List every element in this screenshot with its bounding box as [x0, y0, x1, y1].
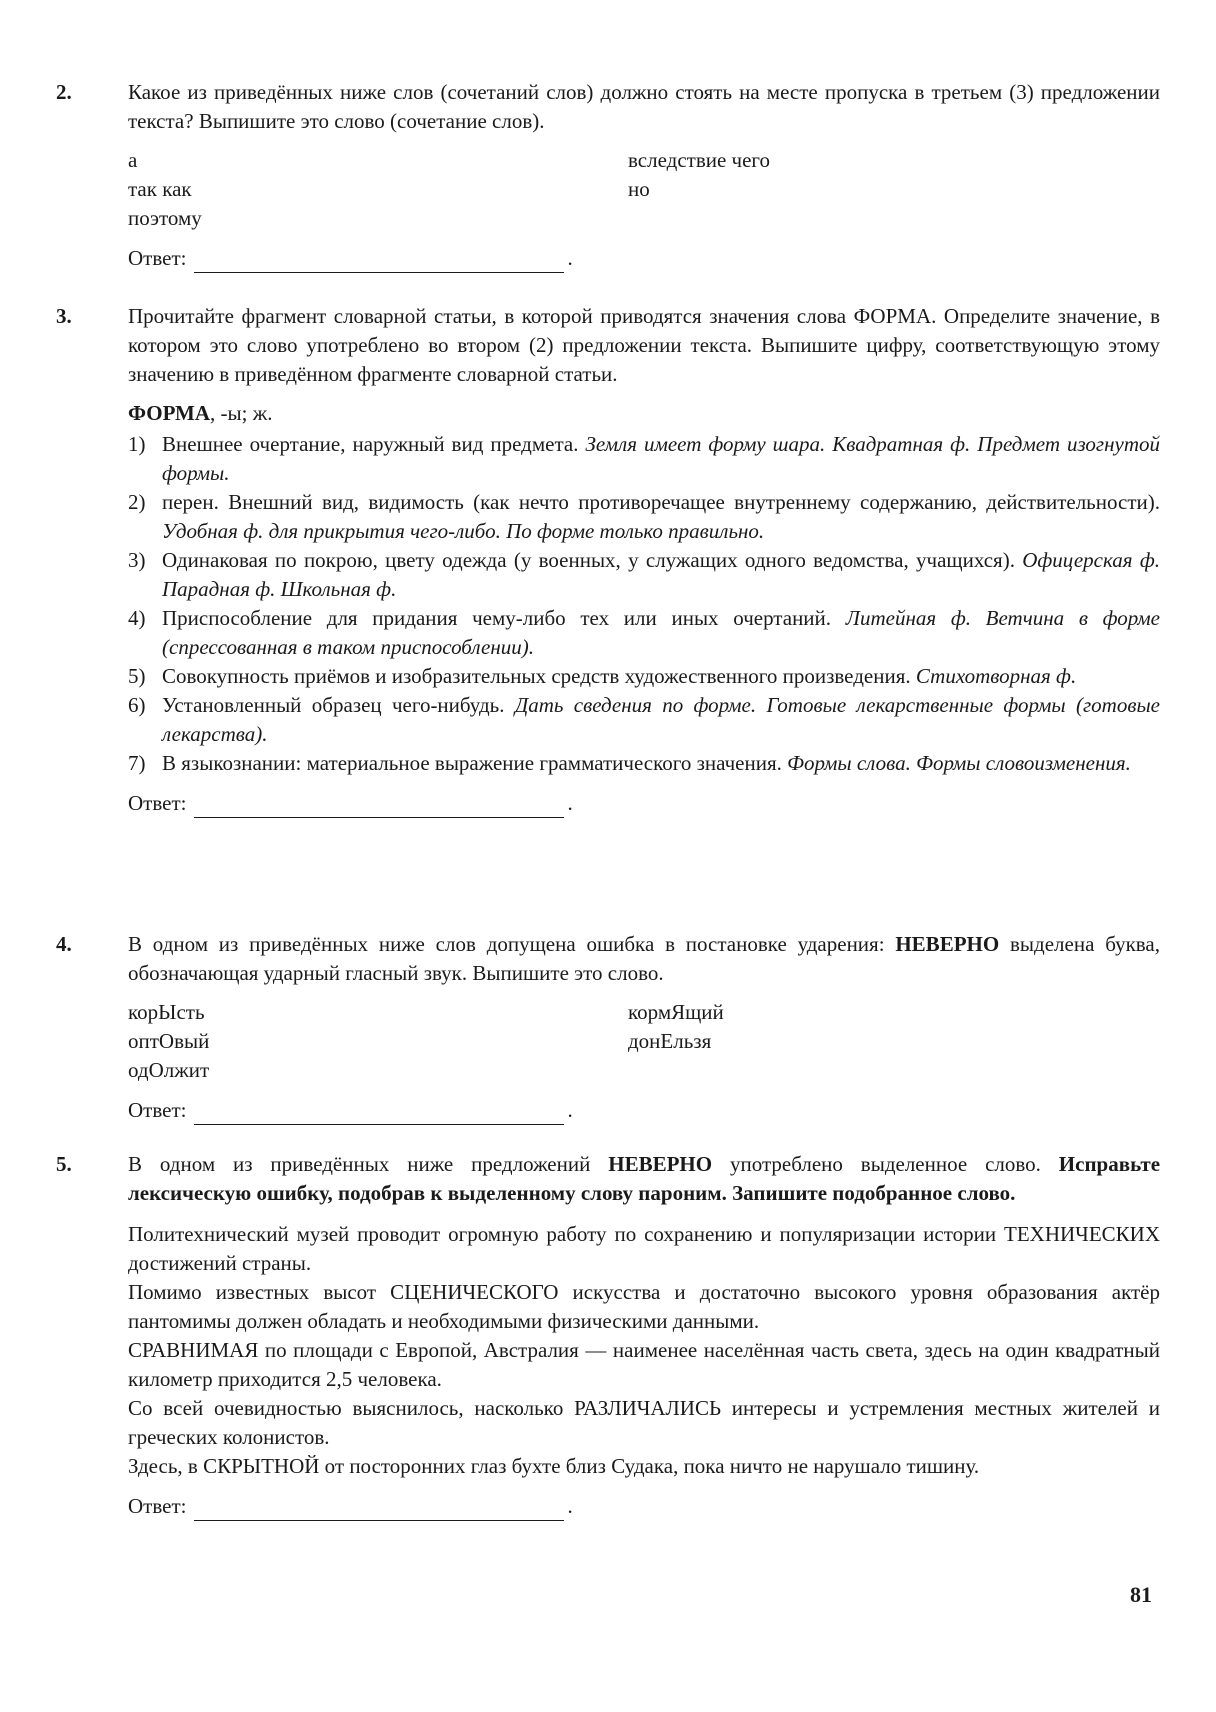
dictionary-senses	[128, 430, 1160, 778]
answer-label: Ответ:	[128, 1494, 187, 1518]
headword-grammar: , -ы; ж.	[210, 401, 273, 425]
option: одОлжит	[128, 1058, 210, 1082]
option: а	[128, 148, 138, 172]
task-5-sentences	[128, 1220, 1160, 1481]
task-4-options-left	[128, 998, 628, 1085]
headword: ФОРМА	[128, 401, 211, 425]
sentence-3: СРАВНИМАЯ по площади с Европой, Австралия — наименее населённая часть света, здесь на один квадратный километр приходится 2,5 человека.	[128, 1338, 1160, 1391]
task-3-answer: Ответ: .	[128, 786, 1160, 818]
task-2-question: Какое из приведённых ниже слов (сочетаний слов) должно стоять на месте пропуска в третьем (3) предложении текста? Выпишите это слово (сочетание слов).	[128, 80, 1160, 133]
task-5-question: В одном из приведённых ниже предложений НЕВЕРНО употреблено выделенное слово. Исправьте лексическую ошибку, подобрав к выделенному слову пароним. Запишите подобранное слово.	[128, 1152, 1161, 1205]
task-4-options-right	[628, 998, 1128, 1085]
task-2-options-right	[628, 146, 1128, 233]
answer-line[interactable]	[194, 797, 564, 818]
option: оптОвый	[128, 1029, 210, 1053]
sense-7: 7) В языкознании: материальное выражение грамматического значения. Формы слова. Формы словоизменения.	[128, 751, 1131, 775]
task-3-question: Прочитайте фрагмент словарной статьи, в которой приводятся значения слова ФОРМА. Определите значение, в котором это слово употреблено во втором (2) предложении текста. Выпишите цифру, соответствующую этому значению в приведённом фрагменте словарной статьи.	[128, 304, 1160, 386]
answer-label: Ответ:	[128, 246, 187, 270]
task-4-answer: Ответ: .	[128, 1093, 1160, 1125]
option: так как	[128, 177, 192, 201]
sentence-4: Со всей очевидностью выяснилось, насколько РАЗЛИЧАЛИСЬ интересы и устремления местных жителей и греческих колонистов.	[128, 1396, 1160, 1449]
task-4-question: В одном из приведённых ниже слов допущена ошибка в постановке ударения: НЕВЕРНО выделена буква, обозначающая ударный гласный звук. Выпишите это слово.	[128, 932, 1160, 985]
answer-line[interactable]	[194, 252, 564, 273]
task-2-number: 2.	[56, 80, 72, 104]
task-3-number: 3.	[56, 304, 72, 328]
sense-3: 3) Одинаковая по покрою, цвету одежда (у военных, у служащих одного ведомства, учащихся). Офицерская ф. Парадная ф. Школьная ф.	[128, 548, 1160, 601]
task-4-options	[128, 998, 1160, 1085]
sense-2: 2) перен. Внешний вид, видимость (как нечто противоречащее внутреннему содержанию, действительности). Удобная ф. для прикрытия чего-либо. По форме только правильно.	[128, 490, 1160, 543]
task-4-number: 4.	[56, 932, 72, 956]
sense-5: 5) Совокупность приёмов и изобразительных средств художественного произведения. Стихотворная ф.	[128, 664, 1077, 688]
answer-line[interactable]	[194, 1500, 564, 1521]
sense-4: 4) Приспособление для придания чему-либо тех или иных очертаний. Литейная ф. Ветчина в форме (спрессованная в таком приспособлении).	[128, 606, 1160, 659]
sentence-2: Помимо известных высот СЦЕНИЧЕСКОГО искусства и достаточно высокого уровня образования актёр пантомимы должен обладать и необходимыми физическими данными.	[128, 1280, 1160, 1333]
task-4	[56, 930, 1160, 1125]
sentence-5: Здесь, в СКРЫТНОЙ от посторонних глаз бухте близ Судака, пока ничто не нарушало тишину.	[128, 1454, 980, 1478]
option: но	[628, 177, 650, 201]
task-5-number: 5.	[56, 1152, 72, 1176]
task-2-options	[128, 146, 1160, 233]
dictionary-headword	[128, 399, 1160, 428]
sense-1: 1) Внешнее очертание, наружный вид предмета. Земля имеет форму шара. Квадратная ф. Предмет изогнутой формы.	[128, 432, 1160, 485]
option: кормЯщий	[628, 1000, 724, 1024]
option: поэтому	[128, 206, 202, 230]
option: донЕльзя	[628, 1029, 712, 1053]
task-5	[56, 1150, 1160, 1521]
sentence-1: Политехнический музей проводит огромную работу по сохранению и популяризации истории ТЕХНИЧЕСКИХ достижений страны.	[128, 1222, 1160, 1275]
answer-label: Ответ:	[128, 1098, 187, 1122]
task-2-options-left	[128, 146, 628, 233]
answer-label: Ответ:	[128, 791, 187, 815]
task-2-answer: Ответ: .	[128, 241, 1160, 273]
option: корЫсть	[128, 1000, 205, 1024]
task-5-answer: Ответ: .	[128, 1489, 1160, 1521]
task-2	[56, 78, 1160, 273]
sense-6: 6) Установленный образец чего-нибудь. Дать сведения по форме. Готовые лекарственные формы (готовые лекарства).	[128, 693, 1160, 746]
option: вследствие чего	[628, 148, 771, 172]
page-number: 81	[1130, 1582, 1152, 1607]
answer-line[interactable]	[194, 1104, 564, 1125]
task-3	[56, 302, 1160, 818]
